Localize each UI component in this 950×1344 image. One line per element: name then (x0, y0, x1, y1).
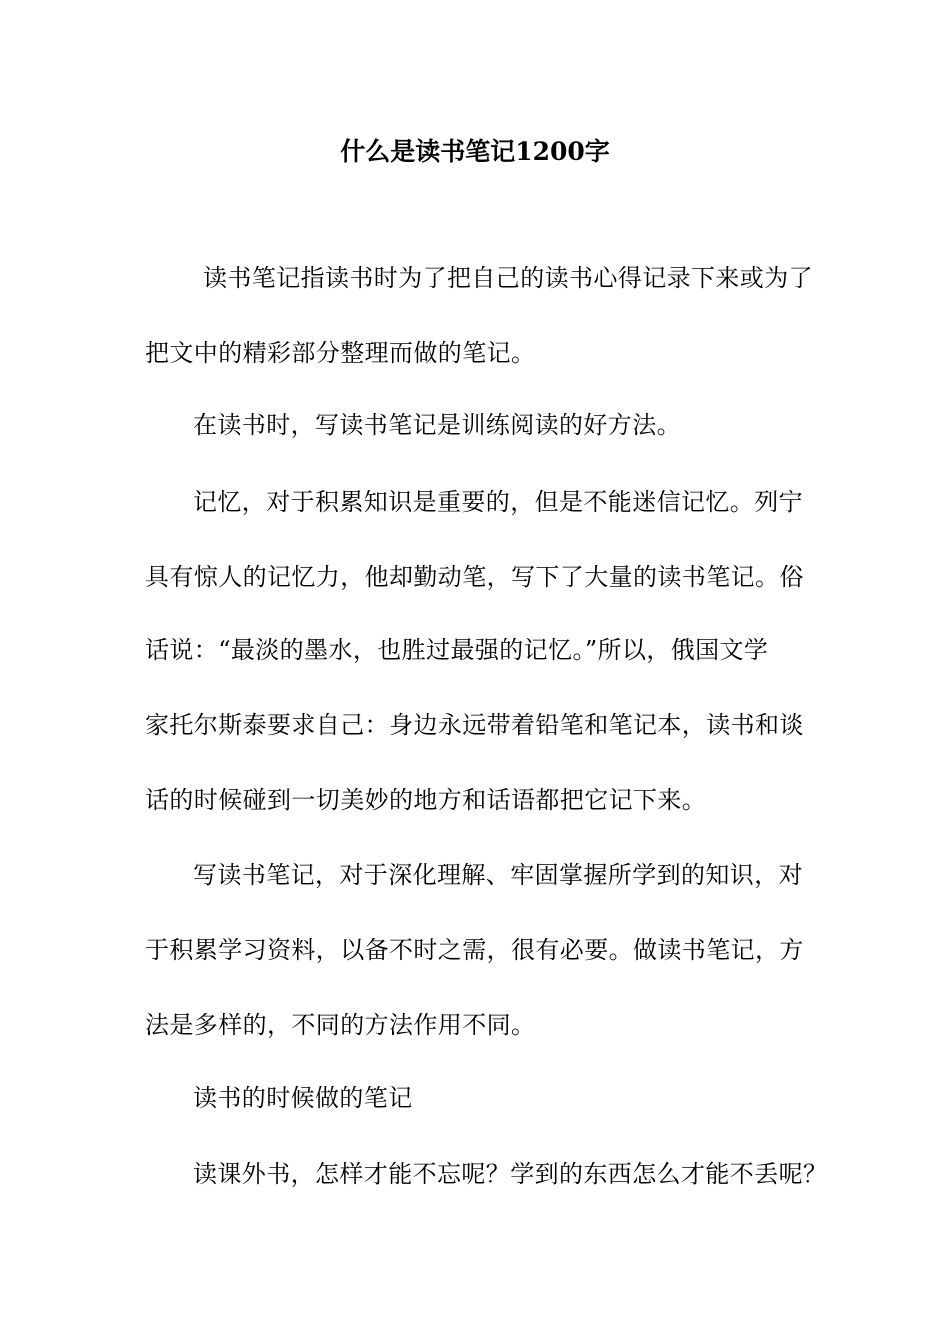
document-title: 什么是读书笔记1200字 (340, 137, 610, 166)
paragraph-line: 于积累学习资料，以备不时之需，很有必要。做读书笔记，方 (145, 936, 804, 964)
paragraph-line: 在读书时，写读书笔记是训练阅读的好方法。 (193, 411, 681, 439)
paragraph-line: 写读书笔记，对于深化理解、牢固掌握所学到的知识，对 (193, 861, 803, 889)
paragraph-line: 法是多样的，不同的方法作用不同。 (145, 1011, 536, 1039)
section-heading: 读书的时候做的笔记 (193, 1084, 413, 1112)
paragraph-line: 读书笔记指读书时为了把自己的读书心得记录下来或为了 (203, 264, 813, 292)
paragraph-line: 具有惊人的记忆力，他却勤动笔，写下了大量的读书笔记。俗 (145, 563, 804, 591)
paragraph-line: 话的时候碰到一切美妙的地方和话语都把它记下来。 (145, 786, 707, 814)
paragraph-line: 读课外书，怎样才能不忘呢？学到的东西怎么才能不丢呢？ (193, 1160, 828, 1188)
paragraph-line: 家托尔斯泰要求自己：身边永远带着铅笔和笔记本，读书和谈 (145, 711, 804, 739)
paragraph-line: 记忆，对于积累知识是重要的，但是不能迷信记忆。列宁 (193, 488, 803, 516)
paragraph-line: 把文中的精彩部分整理而做的笔记。 (145, 339, 536, 367)
paragraph-line: 话说：“最淡的墨水，也胜过最强的记忆。”所以，俄国文学 (145, 636, 769, 664)
